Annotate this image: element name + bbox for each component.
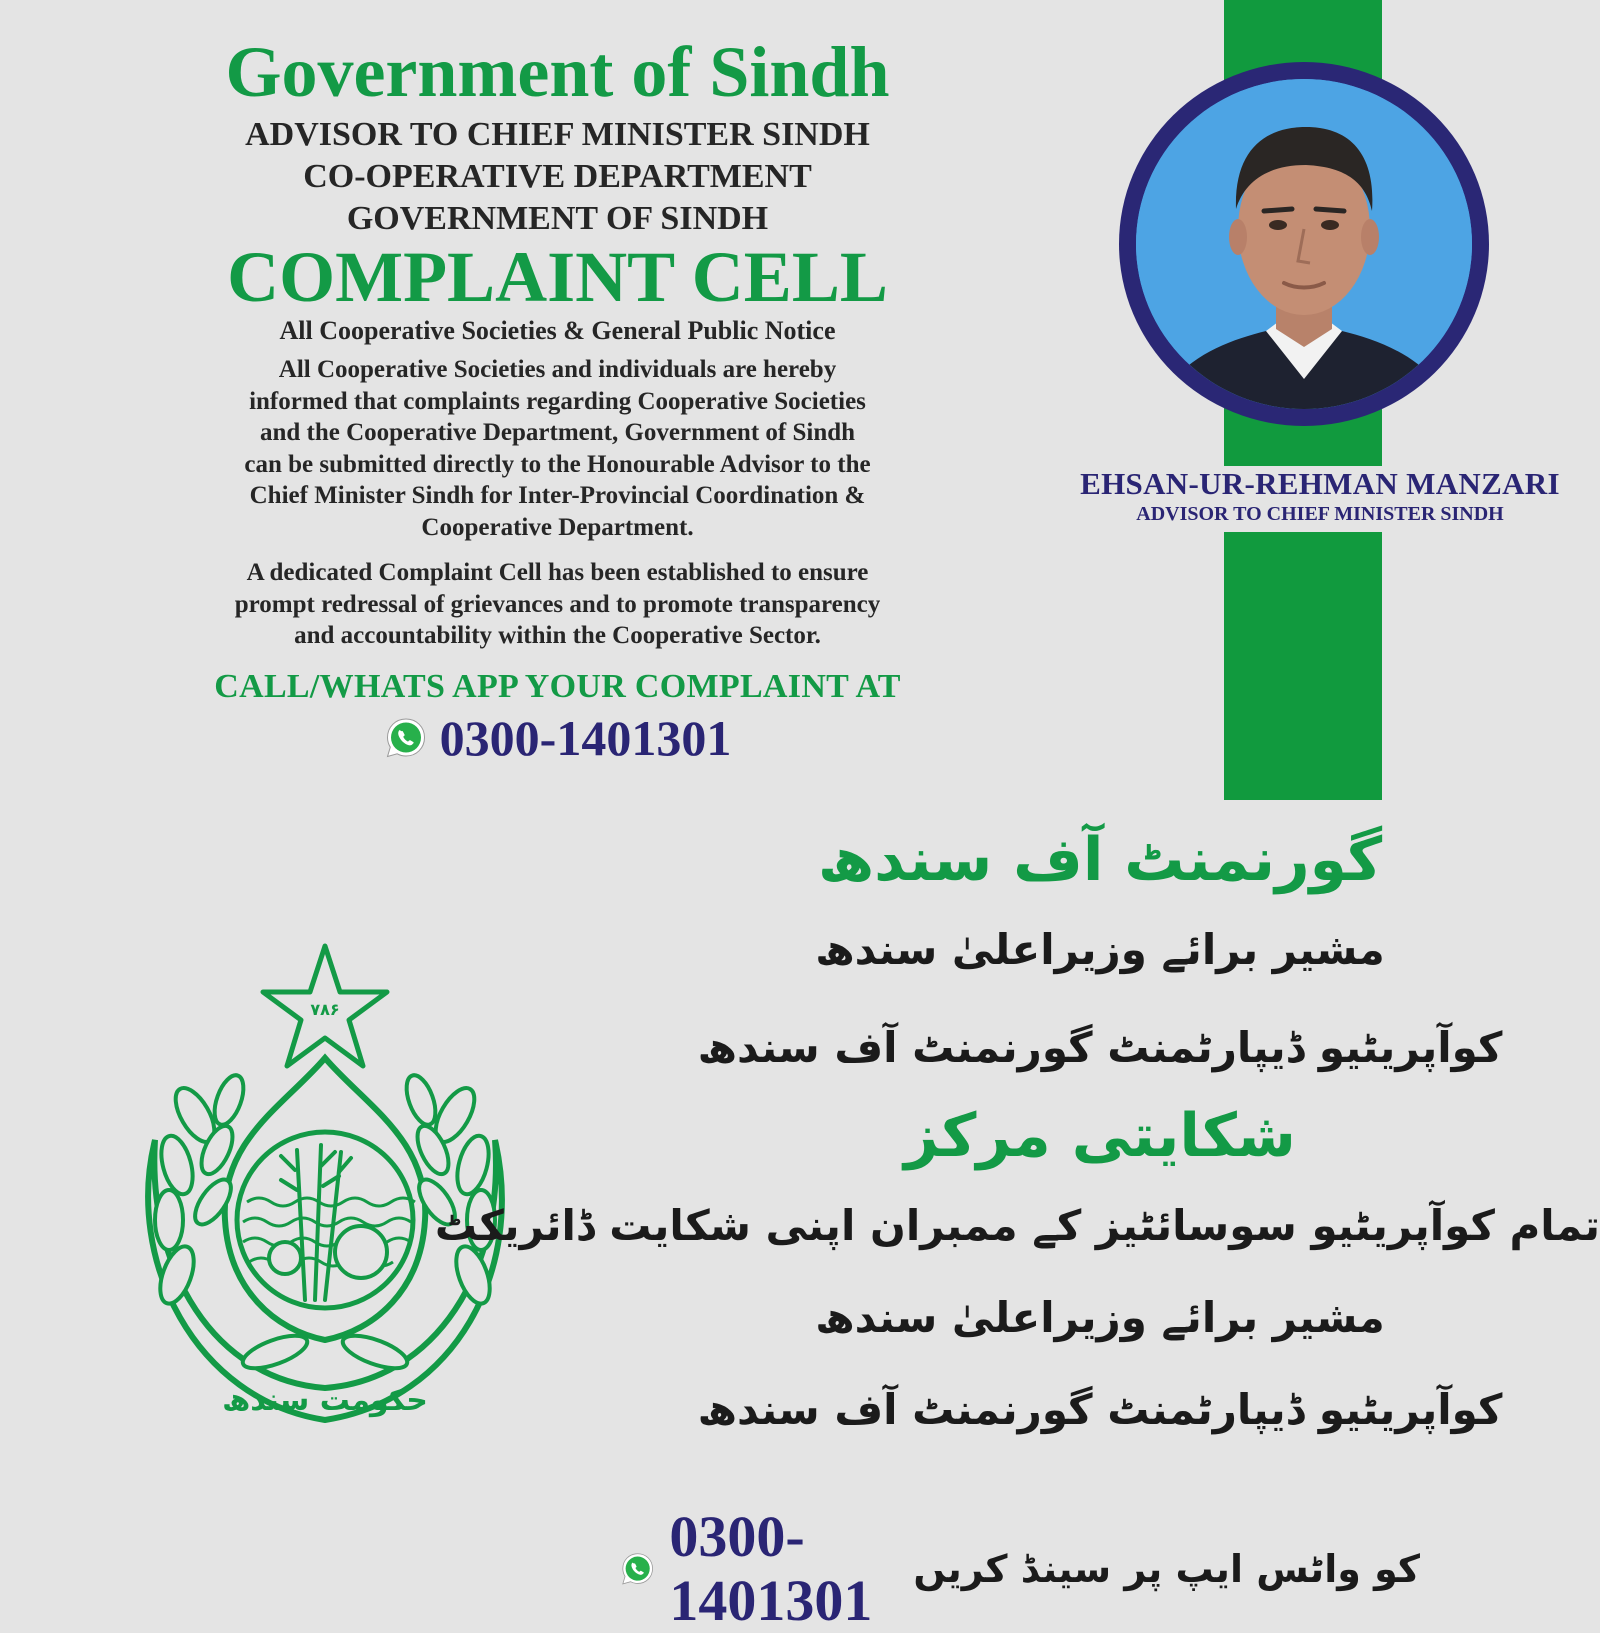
whatsapp-icon	[620, 1543, 655, 1595]
advisor-name-plate	[1060, 466, 1580, 532]
urdu-line-5: کوآپریٹیو ڈیپارٹمنٹ گورنمنٹ آف سندھ	[697, 1385, 1503, 1434]
paragraph-line: All Cooperative Societies and individuals are hereby	[278, 356, 837, 383]
sub-line-advisor: ADVISOR TO CHIEF MINISTER SINDH	[245, 116, 870, 153]
notice-paragraph-2	[170, 557, 945, 652]
whatsapp-icon	[384, 716, 428, 760]
urdu-line-1: مشیر برائے وزیراعلیٰ سندھ	[815, 925, 1385, 974]
urdu-line-2: کوآپریٹیو ڈیپارٹمنٹ گورنمنٹ آف سندھ	[697, 1023, 1503, 1072]
paragraph-line: and the Cooperative Department, Government of Sindh	[259, 419, 856, 446]
paragraph-line: and accountability within the Cooperative Sector.	[294, 622, 821, 649]
urdu-phone-number: 0300-1401301	[669, 1504, 873, 1633]
page-title: Government of Sindh	[225, 32, 890, 112]
paragraph-line: can be submitted directly to the Honourable Advisor to the	[244, 450, 871, 478]
paragraph-line: Chief Minister Sindh for Inter-Provincial Coordination &	[249, 482, 866, 509]
urdu-title: گورنمنٹ آف سندھ	[817, 825, 1383, 895]
complaint-cell-heading: COMPLAINT CELL	[227, 237, 888, 317]
phone-number: 0300-1401301	[439, 709, 732, 766]
paragraph-line: Cooperative Department.	[421, 513, 694, 541]
phone-row	[170, 710, 945, 766]
urdu-notice	[434, 815, 1600, 1455]
urdu-line-4: مشیر برائے وزیراعلیٰ سندھ	[815, 1293, 1385, 1342]
paragraph-line: A dedicated Complaint Cell has been established to ensure	[246, 559, 869, 586]
english-notice	[170, 30, 945, 766]
notice-heading: All Cooperative Societies & General Public Notice	[279, 316, 836, 345]
sub-line-department: CO-OPERATIVE DEPARTMENT	[303, 158, 812, 195]
advisor-photo	[1136, 79, 1472, 409]
paragraph-line: informed that complaints regarding Cooperative Societies	[249, 387, 866, 415]
advisor-name: EHSAN-UR-REHMAN MANZARI	[1080, 466, 1560, 501]
emblem-ring-text: حکومت سندھ	[222, 1383, 428, 1418]
star-numerals: ۷۸۶	[310, 1000, 340, 1019]
notice-paragraph-1	[170, 354, 945, 543]
paragraph-line: prompt redressal of grievances and to promote transparency	[234, 590, 881, 618]
urdu-heading: شکایتی مرکز	[904, 1101, 1296, 1171]
urdu-phone-row	[620, 1505, 1420, 1633]
sub-line-government: GOVERNMENT OF SINDH	[346, 200, 769, 237]
urdu-cta: کو واٹس ایپ پر سینڈ کریں	[913, 1547, 1420, 1591]
urdu-line-3: تمام کوآپریٹیو سوسائٹیز کے ممبران اپنی شکایت ڈائریکٹ	[434, 1201, 1600, 1250]
advisor-title: ADVISOR TO CHIEF MINISTER SINDH	[1136, 503, 1504, 525]
advisor-portrait	[1136, 79, 1472, 409]
call-to-action: CALL/WHATS APP YOUR COMPLAINT AT	[214, 667, 901, 705]
